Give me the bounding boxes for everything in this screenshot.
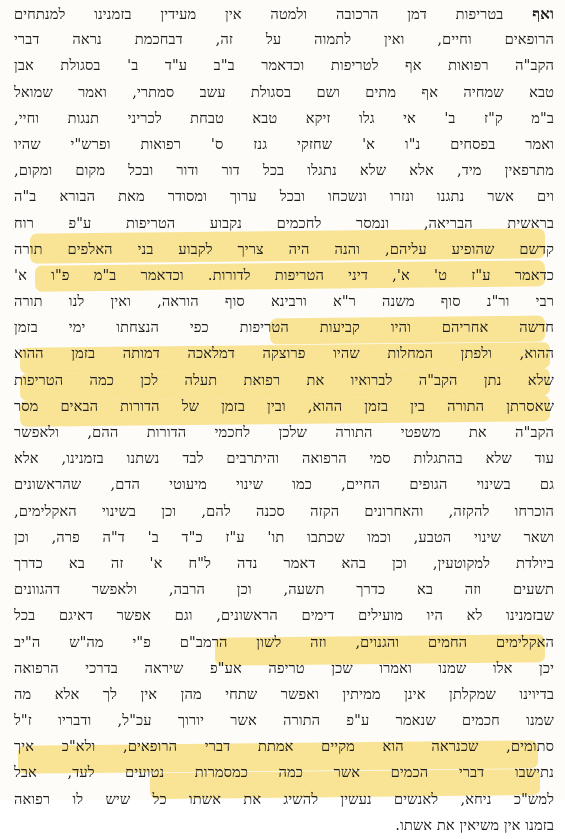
text-line: ואף בטריפות דמן הרכובה ולמטה אין מעידין בזמנינו למנתחים — [14, 5, 554, 23]
text-line: ואמר בפסחים נ"ו א' שחזקי גנז ס' רפואות ופרש"י שהיו — [14, 135, 554, 153]
text-line: שאסרתן התורה בין בזמן ההוא, ובין בזמן של הדורות הבאים מסר — [14, 397, 554, 415]
text-line: שבזמנינו לא היו מועילים דימים הראשונים, וגם אפשר דאיגם בכל — [14, 607, 554, 625]
text-line: קדשם שהופיע עליהם, והנה היה צריך לקבוע בני האלפים תורה — [14, 240, 554, 258]
text-line: ושאר שינוי הטבע, וכמו שכתבו תו' ע"ז כ"ד ב' ד"ה פרה, וכן — [14, 528, 554, 546]
text-line: בדיוינו שמקלתן אינן ממיתין ואפשר שתחי מהן אין לך אלא מה — [14, 685, 554, 703]
text-line: ב"מ ק"ז ב' אי גלו זיקא טבא טבחת לכריני תנגות וחיי, — [14, 109, 554, 127]
text-line: ביולדת למקוטעין, וכן בהא דאמר נדה ל"ח א' זה בא כדרך — [14, 554, 554, 572]
text-line: רבי ור"נ סוף משנה ר"א ורבינא סוף הוראה, ואין לנו תורה — [14, 293, 554, 311]
text-line: סתומים, שכנראה הוא מקיים אמתת דברי הרופאים, ולא"כ איך — [14, 738, 554, 756]
text-line: בראשית הבריאה, ונמסר לחכמים נקבוע הטריפות ע"פ רוח — [14, 214, 554, 232]
text-line: חדשה אחריהם והיו קביעות הטריפות כפי הנצחתו ימי בזמן — [14, 319, 554, 337]
text-line: האקלימים החמים והגנוים, וזה לשון הרמב"ם פ"י מה"ש ה"יב — [14, 633, 554, 651]
text-line: עוד שלא בהתגלות סמי הרפואה והיתרבים לבד נשתנו בזמנינו, אלא — [14, 450, 554, 468]
text-line: מתרפאין מיד, אלא שלא נתגלו בכל דור ודור ובכל מקום ומקום, — [14, 162, 554, 180]
text-line-last: בזמנו אין משיאין את אשתו. — [395, 816, 554, 834]
text-line: נתישבו דברי הכמים אשר כמה כמסמרות נטועים לעד, אבל — [14, 764, 554, 782]
text-line: כדאמר ע"ז ט' א', דיני הטריפות לדורות. וכדאמר ב"מ פ"ו א' — [14, 266, 554, 284]
text-line: יכן אלו שמנו ואמרו שכן טריפה אע"פ שיראה בדרכי הרפואה — [14, 659, 554, 677]
text-line: הרופאים וחיים, ואין לתמוה על זה, דבחכמת נראה דברי — [14, 31, 554, 49]
text-line: הוכרחו להקזה, והאחרונים הקזה סכנה להם, וכן בשינוי האקלימים, — [14, 502, 554, 520]
lead-word: ואף — [532, 5, 554, 23]
text-line: גם בשינוי הגופים החיים, כמו שינוי מיעוטי הדם, שהראשונים — [14, 476, 554, 494]
text-line: הקב"ה רפואות אף לטריפות וכדאמר ב"ב ע"ד ב' בסגולת אבן — [14, 57, 554, 75]
text-line: למש"כ ניחא, לאנשים נעשין להשיג את אשתו כל שיש לו רפואה — [14, 790, 554, 808]
text-line: טבא שמחיה אף מתים ושם בסגולת עשב סמתרי, ואמר שמואל — [14, 83, 554, 101]
text-line: תשעים וזה בא כדרך תשעה, וכן הרבה, ולאפשר דהגוונים — [14, 581, 554, 599]
text-line: וים אשר נתגנו ונזרו ונשכחו ובכל ערוך ומסודר מאת הבורא ב"ה — [14, 188, 554, 206]
text-line: הקב"ה את משפטי התורה שלכן לחכמי הדורות ההם, ולאפשר — [14, 424, 554, 441]
text-line: שמנו חכמים שנאמר ע"פ התורה אשר יורוך עכ"ל, ודבריו ז"ל — [14, 712, 554, 730]
body-text — [14, 1, 554, 839]
text-line: ההוא, ולפתן המחלות שהיו פרוצקה דמלאכה דמותה בזמן ההוא — [14, 345, 554, 363]
text-line: שלא נתן הקב"ה לברואיו את רפואת תעלה לכן כמה הטריפות — [14, 371, 554, 389]
